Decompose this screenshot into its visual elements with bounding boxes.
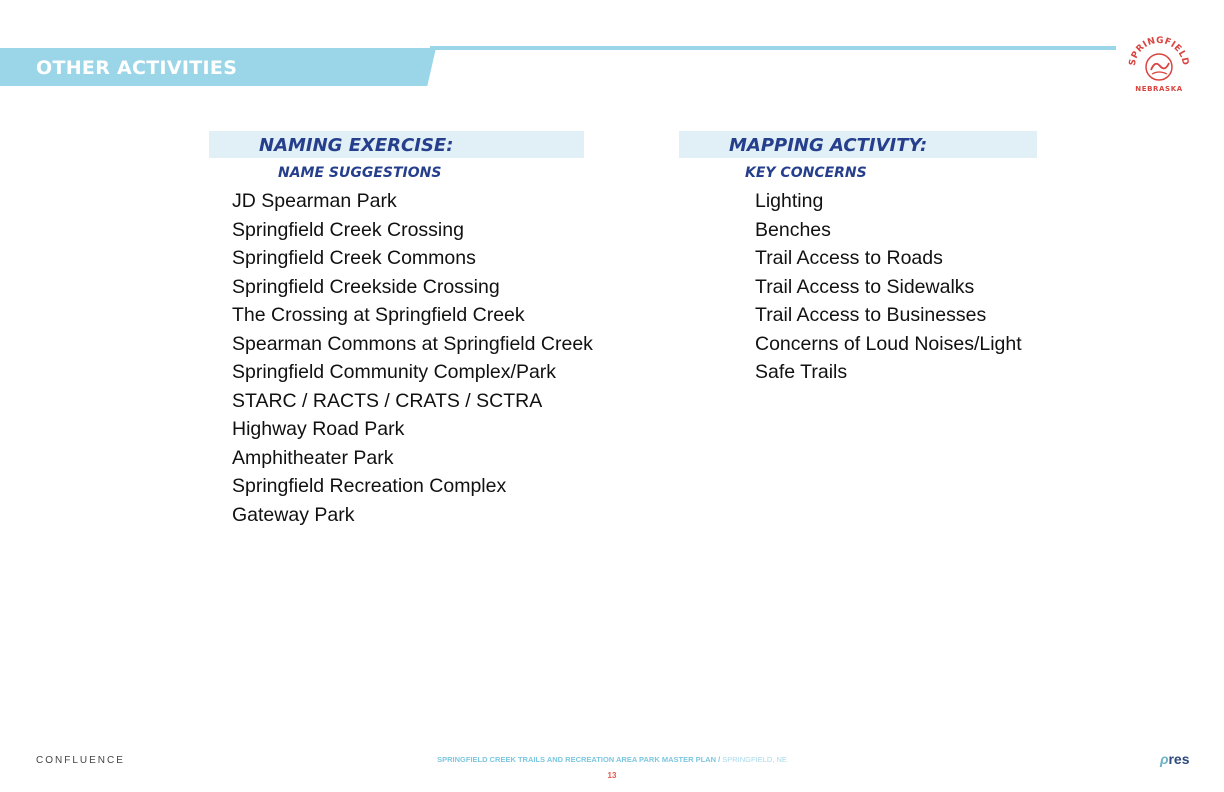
springfield-logo <box>1124 34 1194 96</box>
document-location: SPRINGFIELD, NE <box>722 755 787 764</box>
list-item: Springfield Creek Commons <box>232 247 476 269</box>
list-item: Trail Access to Roads <box>755 247 943 269</box>
mapping-subtitle: KEY CONCERNS <box>745 165 867 181</box>
naming-section-title: NAMING EXERCISE: <box>259 135 454 156</box>
list-item: Springfield Community Complex/Park <box>232 361 557 383</box>
header-rule <box>430 46 1116 50</box>
res-logo-text: res <box>1168 751 1190 767</box>
svg-text:NEBRASKA: NEBRASKA <box>1135 85 1183 93</box>
naming-subtitle: NAME SUGGESTIONS <box>278 165 442 181</box>
list-item: Trail Access to Businesses <box>755 304 987 326</box>
list-item: Spearman Commons at Springfield Creek <box>232 332 593 355</box>
page-title: OTHER ACTIVITIES <box>36 57 238 79</box>
mapping-section-title: MAPPING ACTIVITY: <box>729 135 928 156</box>
document-title <box>0 755 1224 764</box>
list-item: STARC / RACTS / CRATS / SCTRA <box>232 389 543 412</box>
list-item: Trail Access to Sidewalks <box>755 275 975 298</box>
document-title-text: SPRINGFIELD CREEK TRAILS AND RECREATION AREA PARK MASTER PLAN / <box>437 755 723 764</box>
page-number: 13 <box>607 771 617 780</box>
name-suggestions-list <box>232 187 593 529</box>
list-item: Highway Road Park <box>232 418 405 440</box>
list-item: Benches <box>755 218 831 241</box>
list-item: Concerns of Loud Noises/Light <box>755 332 1022 355</box>
list-item: The Crossing at Springfield Creek <box>232 304 525 326</box>
list-item: Springfield Creekside Crossing <box>232 275 500 298</box>
list-item: Springfield Recreation Complex <box>232 475 507 497</box>
list-item: Lighting <box>755 190 824 212</box>
list-item: Springfield Creek Crossing <box>232 218 464 241</box>
svg-text:SPRINGFIELD: SPRINGFIELD <box>1127 35 1191 67</box>
list-item: Gateway Park <box>232 503 355 526</box>
list-item: Safe Trails <box>755 361 848 383</box>
confluence-logo: CONFLUENCE <box>36 755 125 766</box>
list-item: JD Spearman Park <box>232 190 397 212</box>
key-concerns-list <box>755 187 1022 387</box>
res-logo <box>1160 751 1190 767</box>
list-item: Amphitheater Park <box>232 446 394 469</box>
res-logo-mark: ρ <box>1160 751 1169 767</box>
